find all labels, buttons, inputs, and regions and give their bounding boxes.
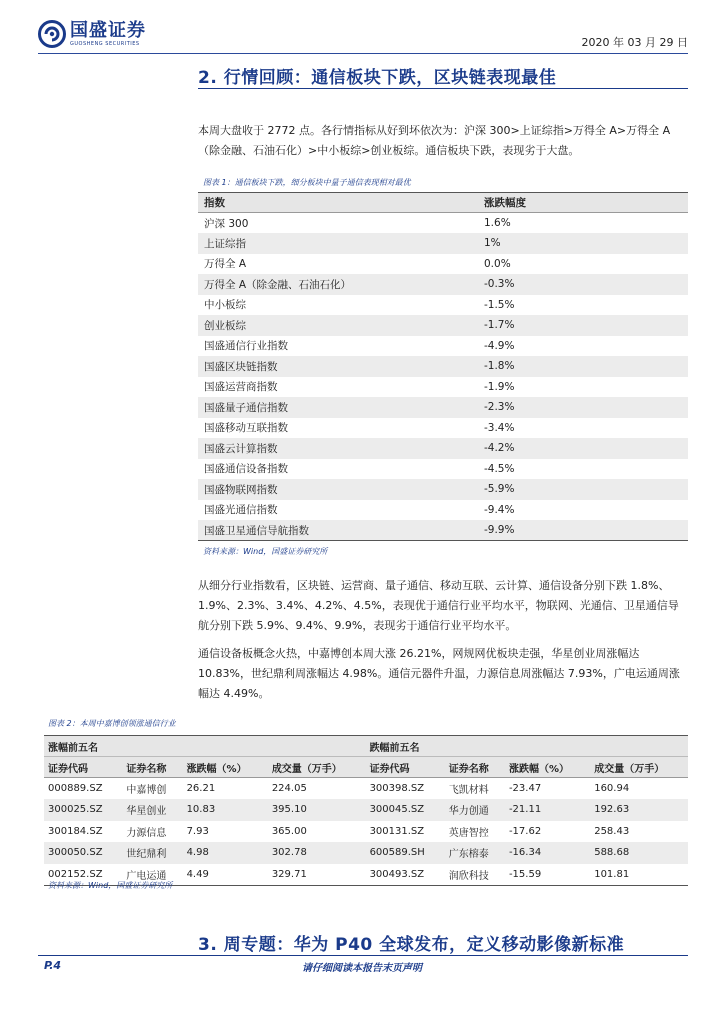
table-row [44, 799, 688, 821]
market-intro-paragraph: 本周大盘收于 2772 点。各行情指标从好到坏依次为：沪深 300>上证综指>万得全 A>万得全 A（除金融、石油石化）>中小板综>创业板综。通信板块下跌，表现劣于大盘。 [198, 124, 671, 157]
table-row [44, 821, 688, 843]
stock-code-cell: 300025.SZ [44, 799, 122, 821]
stock-code-cell: 300493.SZ [366, 864, 445, 886]
stock-name-cell: 世纪鼎利 [122, 842, 182, 864]
stock-volume-cell: 160.94 [594, 783, 630, 794]
stock-code-cell: 600589.SH [366, 842, 445, 864]
stock-name-cell: 力源信息 [126, 827, 167, 839]
index-change-cell: -1.9% [484, 380, 515, 393]
column-header-name: 证券名称 [122, 757, 182, 778]
stock-change-cell: -21.11 [505, 799, 590, 821]
stock-name-cell: 广东榕泰 [445, 842, 505, 864]
stock-name-cell: 英唐智控 [448, 827, 489, 839]
stock-code-cell: 002152.SZ [44, 864, 122, 886]
index-change-cell: -2.3% [478, 397, 688, 418]
stock-name-cell: 广电运通 [122, 864, 182, 886]
stock-volume-cell: 395.10 [268, 799, 366, 821]
footer-divider [38, 955, 688, 956]
table-row [198, 459, 688, 480]
chart-1-caption: 图表 1：通信板块下跌，细分板块中量子通信表现相对最优 [203, 178, 411, 187]
column-header-row [44, 757, 688, 778]
index-name-cell: 万得全 A [204, 258, 247, 271]
table-row [198, 336, 688, 357]
table-row [198, 500, 688, 521]
index-name-cell: 国盛云计算指数 [198, 438, 478, 459]
column-header-index: 指数 [198, 193, 478, 213]
stock-code-cell: 300045.SZ [366, 799, 445, 821]
index-name-cell: 国盛物联网指数 [198, 479, 478, 500]
stock-name-cell: 华力创通 [445, 799, 505, 821]
column-header-name: 证券名称 [445, 757, 505, 778]
table-row [198, 438, 688, 459]
subsector-paragraph: 从细分行业指数看，区块链、运营商、量子通信、移动互联、云计算、通信设备分别下跌 1.8%、1.9%、2.3%、3.4%、4.2%、4.5%，表现优于通信行业平均水平，物联网、光通信、卫星通信导航分别下跌 5.9%、9.4%、9.9%，表现劣于通信行业平均水平。 [198, 579, 679, 632]
table-row [44, 778, 688, 800]
column-header-change: 涨跌幅度 [478, 193, 688, 213]
index-name-cell: 中小板综 [204, 299, 246, 312]
stock-code-cell: 300398.SZ [369, 783, 425, 794]
index-name-cell: 沪深 300 [204, 217, 249, 230]
index-change-cell: -5.9% [478, 479, 688, 500]
stock-volume-cell: 224.05 [271, 783, 307, 794]
index-change-cell: -0.3% [478, 274, 688, 295]
table-row [198, 233, 688, 254]
table-row [198, 479, 688, 500]
gainers-group-label: 涨幅前五名 [44, 736, 366, 757]
index-name-cell: 万得全 A（除金融、石油石化） [198, 274, 478, 295]
index-change-cell: -4.2% [478, 438, 688, 459]
index-name-cell: 国盛区块链指数 [198, 356, 478, 377]
stock-volume-cell: 588.68 [590, 842, 688, 864]
stock-change-cell: -17.62 [508, 825, 542, 837]
index-name-cell: 国盛移动互联指数 [204, 422, 288, 435]
top-movers-table [44, 735, 688, 886]
page-header [38, 12, 688, 52]
index-change-cell: -4.9% [484, 339, 515, 352]
table-row [198, 397, 688, 418]
column-header-change: 涨跌幅（%） [183, 757, 268, 778]
index-change-cell: -1.7% [478, 315, 688, 336]
stock-volume-cell: 258.43 [594, 825, 630, 837]
index-performance-table [198, 192, 688, 541]
chart-1-source: 资料来源：Wind，国盛证券研究所 [203, 547, 328, 556]
stock-volume-cell: 192.63 [590, 799, 688, 821]
stock-change-cell: 4.49 [183, 864, 268, 886]
table-row [198, 254, 688, 275]
stock-change-cell: -15.59 [505, 864, 590, 886]
stock-name-cell: 中嘉博创 [126, 785, 167, 796]
index-name-cell: 国盛量子通信指数 [198, 397, 478, 418]
index-change-cell: 1.6% [484, 217, 511, 229]
stock-change-cell: 4.98 [183, 842, 268, 864]
column-header-change: 涨跌幅（%） [505, 757, 590, 778]
column-header-volume: 成交量（万手） [590, 757, 688, 778]
section-3-title: 3. 周专题：华为 P40 全球发布，定义移动影像新标准 [198, 935, 625, 955]
index-name-cell: 国盛通信设备指数 [204, 463, 288, 476]
brand-name-en: GUOSHENG SECURITIES [70, 41, 140, 47]
table-row [198, 315, 688, 336]
stock-change-cell: -16.34 [505, 842, 590, 864]
table-header-row [198, 193, 688, 213]
table-row [198, 274, 688, 295]
stock-movers-paragraph: 通信设备板概念火热，中嘉博创本周大涨 26.21%，网规网优板块走强，华星创业周涨幅达 10.83%，世纪鼎利周涨幅达 4.98%。通信元器件升温，力源信息周涨幅达 7.93%，广电运通周涨幅达 4.49%。 [198, 647, 680, 700]
section-2-underline [198, 88, 688, 89]
column-header-volume: 成交量（万手） [268, 757, 366, 778]
chart-2-source: 资料来源：Wind，国盛证券研究所 [48, 881, 173, 890]
stock-code-cell: 300050.SZ [44, 842, 122, 864]
index-change-cell: -9.9% [478, 520, 688, 541]
stock-change-cell: 10.83 [183, 799, 268, 821]
index-name-cell: 上证综指 [198, 233, 478, 254]
index-change-cell: -9.4% [484, 503, 515, 516]
index-change-cell: -1.8% [478, 356, 688, 377]
header-divider [38, 53, 688, 54]
table-row [198, 418, 688, 439]
losers-group-label: 跌幅前五名 [366, 736, 688, 757]
group-header-row [44, 736, 688, 757]
table-row [44, 842, 688, 864]
table-row [198, 377, 688, 398]
stock-volume-cell: 329.71 [268, 864, 366, 886]
stock-code-cell: 300184.SZ [48, 825, 103, 837]
index-name-cell: 国盛光通信指数 [204, 504, 278, 517]
index-change-cell: -1.5% [484, 298, 515, 311]
stock-volume-cell: 101.81 [590, 864, 688, 886]
index-name-cell: 创业板综 [198, 315, 478, 336]
index-change-cell: 1% [478, 233, 688, 254]
stock-volume-cell: 302.78 [268, 842, 366, 864]
stock-change-cell: 26.21 [186, 783, 216, 794]
page-number: P.4 [44, 959, 62, 972]
stock-code-cell: 300131.SZ [369, 825, 425, 837]
index-name-cell: 国盛运营商指数 [204, 381, 278, 394]
index-change-cell: -3.4% [484, 421, 515, 434]
stock-change-cell: 7.93 [186, 825, 209, 837]
brand-logo-icon [38, 20, 66, 48]
index-name-cell: 国盛卫星通信导航指数 [198, 520, 478, 541]
column-header-code: 证券代码 [44, 757, 122, 778]
stock-name-cell: 华星创业 [122, 799, 182, 821]
index-change-cell: 0.0% [484, 257, 511, 270]
column-header-code: 证券代码 [366, 757, 445, 778]
stock-volume-cell: 365.00 [271, 825, 307, 837]
stock-name-cell: 润欣科技 [445, 864, 505, 886]
stock-code-cell: 000889.SZ [48, 783, 103, 794]
stock-change-cell: -23.47 [508, 783, 542, 794]
stock-name-cell: 飞凯材料 [448, 785, 489, 796]
index-name-cell: 国盛通信行业指数 [204, 340, 288, 353]
report-date: 2020 年 03 月 29 日 [581, 36, 688, 49]
table-row [198, 213, 688, 234]
brand-name: 国盛证券 [70, 20, 146, 41]
chart-2-caption: 图表 2：本周中嘉博创领涨通信行业 [48, 719, 176, 728]
table-row [198, 356, 688, 377]
section-2-title: 2. 行情回顾：通信板块下跌，区块链表现最佳 [198, 68, 557, 88]
table-row [198, 520, 688, 541]
brand-logo [38, 20, 146, 48]
table-row [198, 295, 688, 316]
disclaimer-note: 请仔细阅读本报告末页声明 [302, 963, 422, 974]
index-change-cell: -4.5% [484, 462, 515, 475]
